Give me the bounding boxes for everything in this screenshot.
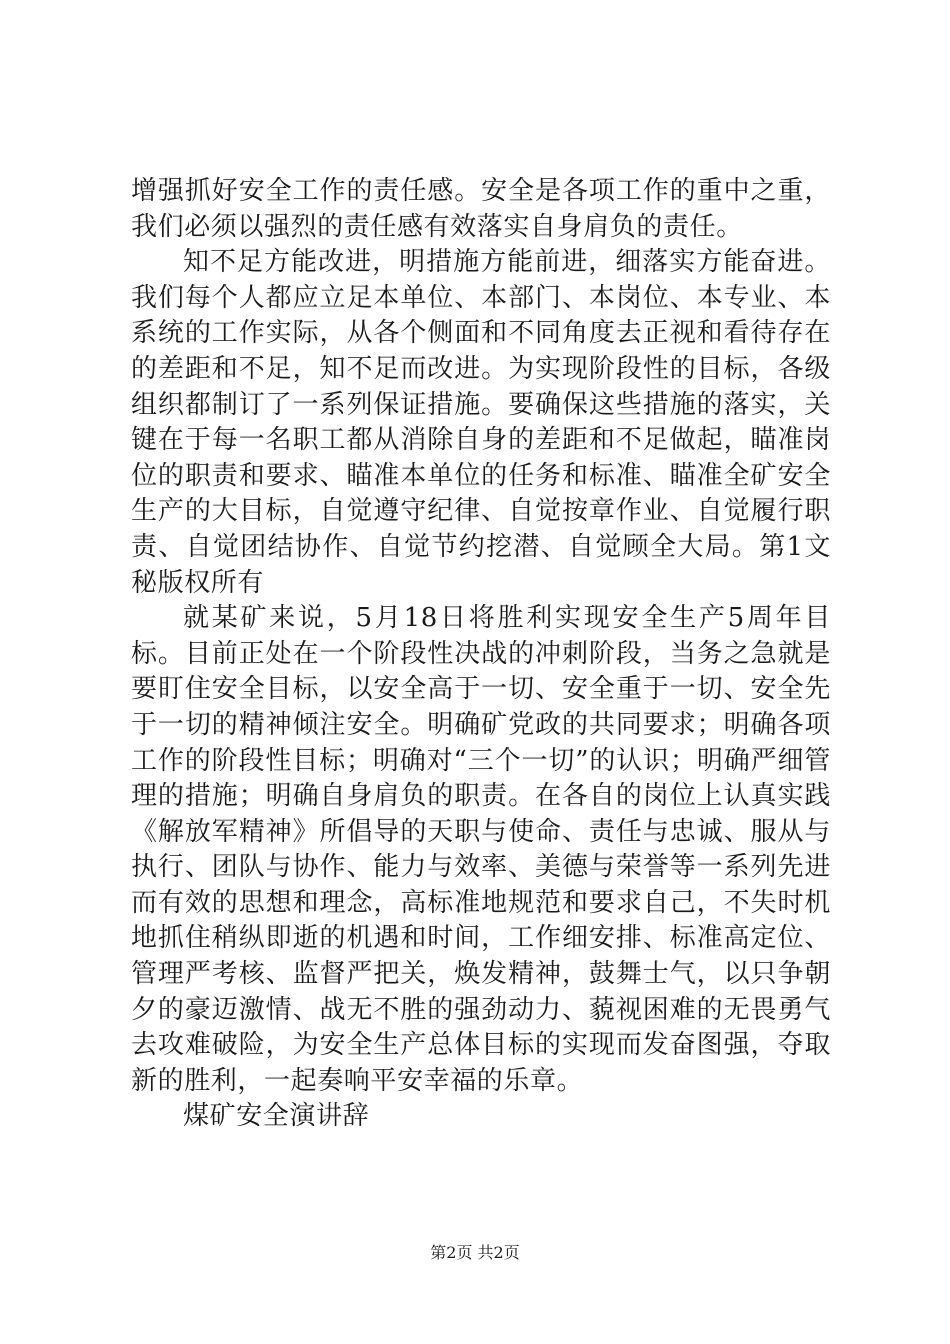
paragraph-continuation: 增强抓好安全工作的责任感。安全是各项工作的重中之重，我们必须以强烈的责任感有效落实自身肩负的责任。 [131, 176, 831, 242]
closing-title: 煤矿安全演讲辞 [183, 1101, 370, 1132]
paragraph-improvement: 知不足方能改进，明措施方能前进，细落实方能奋进。我们每个人都应立足本单位、本部门、本岗位、本专业、本系统的工作实际，从各个侧面和不同角度去正视和看待存在的差距和不足，知不足而改进。为实现阶段性的目标，各级组织都制订了一系列保证措施。要确保这些措施的落实，关键在于每一名职工都从消除自身的差距和不足做起，瞄准岗位的职责和要求、瞄准本单位的任务和标准、瞄准全矿安全生产的大目标，自觉遵守纪律、自觉按章作业、自觉履行职责、自觉团结协作、自觉节约挖潜、自觉顾全大局。第1文秘版权所有 [131, 247, 831, 598]
document-body [131, 174, 831, 1135]
page-footer: 第2页 共2页 [430, 1243, 520, 1262]
paragraph-mine-goal: 就某矿来说，5月18日将胜利实现安全生产5周年目标。目前正处在一个阶段性决战的冲刺阶段，当务之急就是要盯住安全目标，以安全高于一切、安全重于一切、安全先于一切的精神倾注安全。明确矿党政的共同要求；明确各项工作的阶段性目标；明确对“三个一切”的认识；明确严细管理的措施；明确自身肩负的职责。在各自的岗位上认真实践《解放军精神》所倡导的天职与使命、责任与忠诚、服从与执行、团队与协作、能力与效率、美德与荣誉等一系列先进而有效的思想和理念，高标准地规范和要求自己，不失时机地抓住稍纵即逝的机遇和时间，工作细安排、标准高定位、管理严考核、监督严把关，焕发精神，鼓舞士气，以只争朝夕的豪迈激情、战无不胜的强劲动力、藐视困难的无畏勇气去攻难破险，为安全生产总体目标的实现而发奋图强，夺取新的胜利，一起奏响平安幸福的乐章。 [131, 603, 831, 1096]
